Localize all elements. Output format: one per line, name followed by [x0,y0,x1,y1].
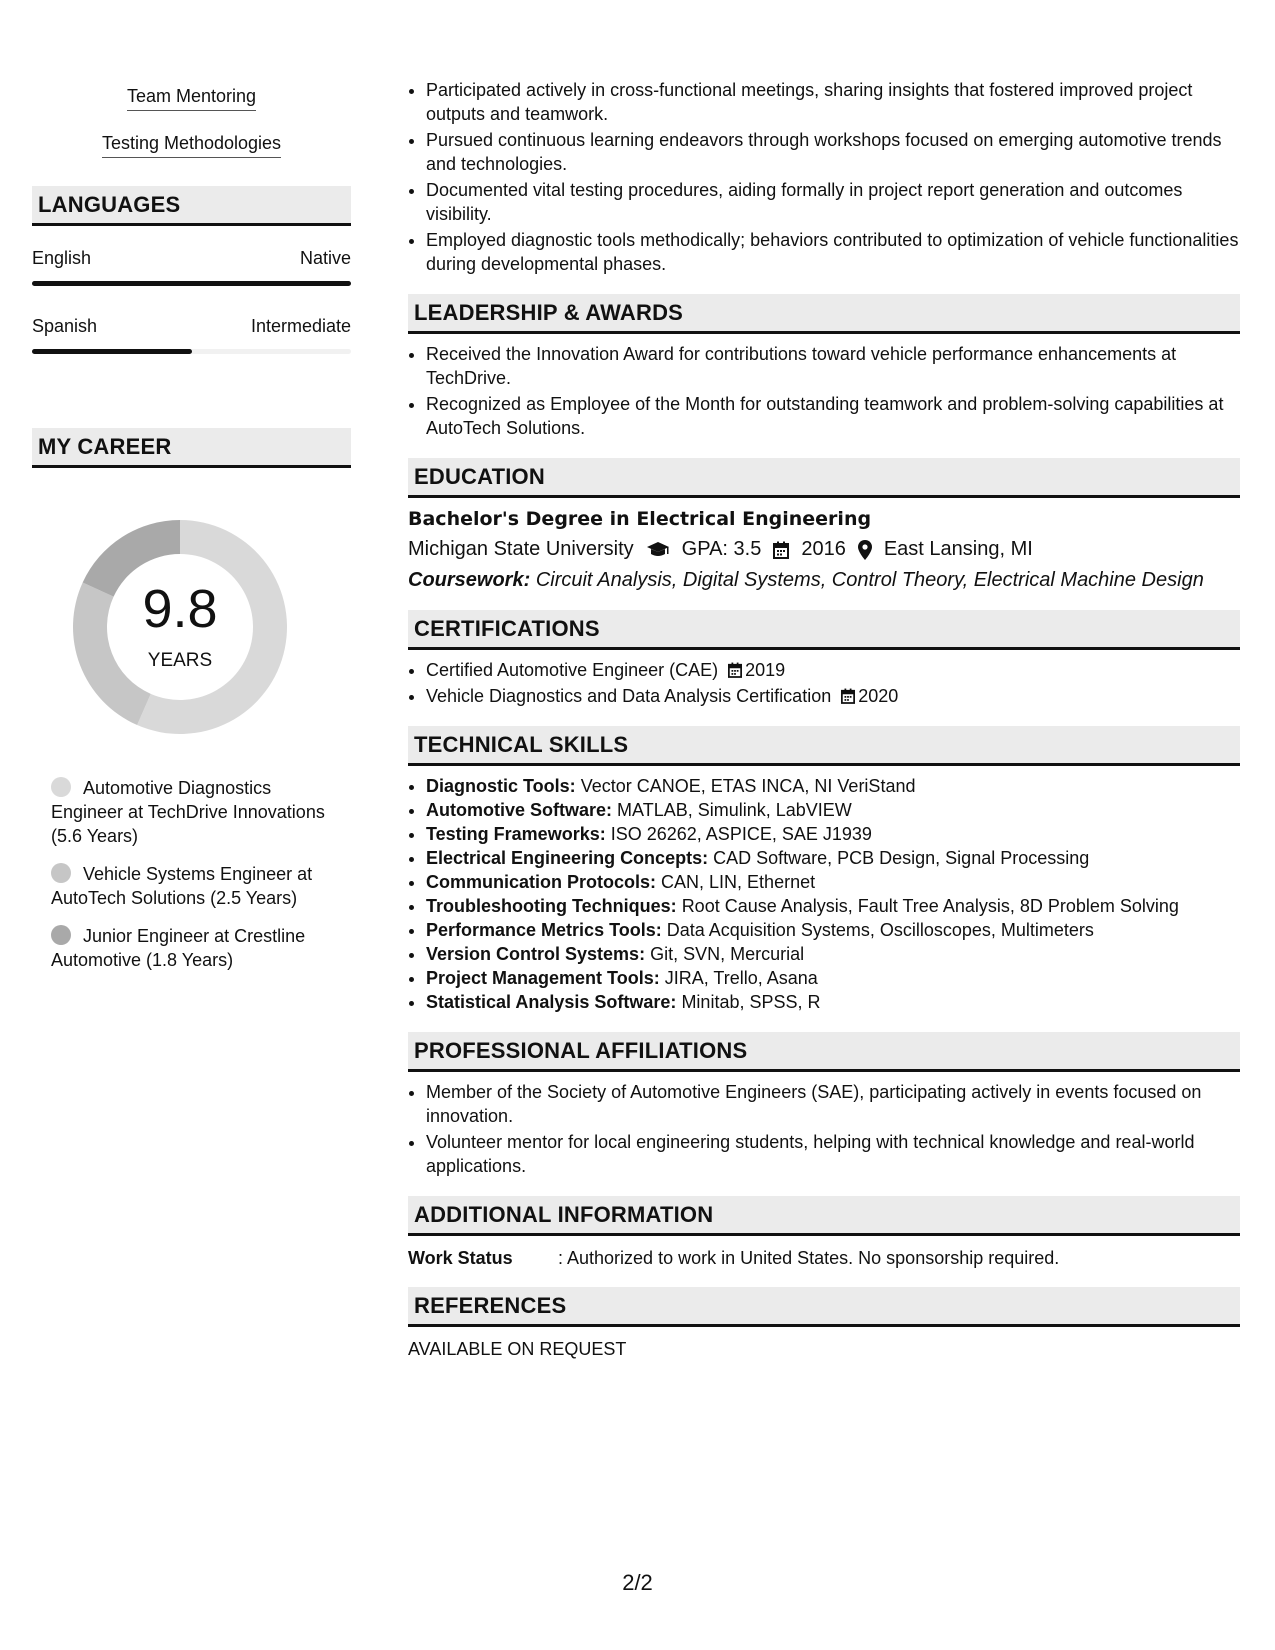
skill-category: Performance Metrics Tools: [426,920,662,940]
skill-category: Communication Protocols: [426,872,657,892]
skill-values: CAN, LIN, Ethernet [661,872,816,892]
technical-skills-heading: TECHNICAL SKILLS [408,726,1240,766]
language-name: Spanish [32,316,98,336]
certification-date [841,686,898,706]
certification-name: Vehicle Diagnostics and Data Analysis Certification [426,686,832,706]
language-proficiency-bar [32,281,351,286]
language-proficiency-fill [32,281,351,286]
skill-values: CAD Software, PCB Design, Signal Processing [713,848,1090,868]
career-legend-label: Junior Engineer at Crestline Automotive (1.8 Years) [51,926,306,970]
education-details [408,538,1240,561]
skill-category: Diagnostic Tools: [426,776,576,796]
affiliation-item: • Volunteer mentor for local engineering students, helping with technical knowledge and real-world applications. [426,1130,1240,1178]
work-status-row [408,1248,1240,1269]
skill-values: Vector CANOE, ETAS INCA, NI VeriStand [580,776,916,796]
references-text: AVAILABLE ON REQUEST [408,1339,627,1359]
language-level: Intermediate [250,316,351,336]
skill-values: ISO 26262, ASPICE, SAE J1939 [610,824,872,844]
calendar-icon [773,541,789,559]
leadership-heading: LEADERSHIP & AWARDS [408,294,1240,334]
language-row [32,316,351,337]
award-item: • Recognized as Employee of the Month for outstanding teamwork and problem-solving capabilities at AutoTech Solutions. [426,392,1240,440]
right-column [408,78,1240,1360]
language-proficiency-bar [32,349,351,354]
certification-item [426,684,1240,708]
career-total-years: 9.8 [142,579,218,639]
coursework [408,569,1240,592]
technical-skill-item [426,942,1240,966]
languages-list [32,248,351,354]
left-column [32,86,351,986]
technical-skills-list [408,774,1240,1014]
certification-name: Certified Automotive Engineer (CAE) [426,660,719,680]
skill-category: Testing Frameworks: [426,824,606,844]
skill-values: JIRA, Trello, Asana [664,968,818,988]
additional-info-heading: ADDITIONAL INFORMATION [408,1196,1240,1236]
certification-date [728,660,785,680]
career-legend-item [51,776,341,848]
career-legend-item [51,924,341,972]
coursework-list: Circuit Analysis, Digital Systems, Control Theory, Electrical Machine Design [535,569,1204,591]
certification-year: 2019 [745,660,786,680]
technical-skill-item [426,966,1240,990]
technical-skill-item [426,918,1240,942]
affiliations-list [408,1080,1240,1178]
skill-values: Root Cause Analysis, Fault Tree Analysis, 8D Problem Solving [681,896,1179,916]
school-location: East Lansing, MI [883,538,1033,560]
education-heading: EDUCATION [408,458,1240,498]
work-status-value: : Authorized to work in United States. No sponsorship required. [558,1248,1060,1268]
degree-title: Bachelor's Degree in Electrical Engineering [408,508,872,530]
skill-tag: Team Mentoring [32,86,351,111]
language-name: English [32,248,92,268]
leadership-list [408,342,1240,440]
career-legend [51,776,341,972]
technical-skill-item [426,894,1240,918]
skill-values: Minitab, SPSS, R [681,992,821,1012]
legend-dot [51,777,71,797]
career-donut-chart [65,512,295,742]
career-years-label: YEARS [147,650,213,671]
career-heading: MY CAREER [32,428,351,468]
career-legend-label: Vehicle Systems Engineer at AutoTech Solutions (2.5 Years) [51,864,313,908]
technical-skill-item [426,870,1240,894]
skill-values: Git, SVN, Mercurial [650,944,805,964]
work-status-key: Work Status [408,1248,513,1268]
language-row [32,248,351,269]
skill-values: Data Acquisition Systems, Oscilloscopes, Multimeters [666,920,1094,940]
calendar-icon [728,662,742,678]
legend-dot [51,863,71,883]
legend-dot [51,925,71,945]
skill-category: Electrical Engineering Concepts: [426,848,709,868]
technical-skill-item [426,846,1240,870]
certification-year: 2020 [858,686,899,706]
skill-tag: Testing Methodologies [32,133,351,158]
technical-skill-item [426,798,1240,822]
experience-bullet: • Employed diagnostic tools methodically; behaviors contributed to optimization of vehicle functionalities during developmental phases. [426,228,1240,276]
skill-category: Troubleshooting Techniques: [426,896,677,916]
calendar-icon [841,688,855,704]
coursework-label: Coursework: [408,569,531,591]
career-legend-item [51,862,341,910]
certifications-heading: CERTIFICATIONS [408,610,1240,650]
language-level: Native [299,248,351,268]
graduation-year: 2016 [801,538,846,560]
skill-category: Statistical Analysis Software: [426,992,677,1012]
page-number: 2/2 [622,1570,653,1595]
award-item: • Received the Innovation Award for contributions toward vehicle performance enhancements at TechDrive. [426,342,1240,390]
experience-bullet: • Documented vital testing procedures, aiding formally in project report generation and outcomes visibility. [426,178,1240,226]
references-heading: REFERENCES [408,1287,1240,1327]
affiliation-item: • Member of the Society of Automotive Engineers (SAE), participating actively in events focused on innovation. [426,1080,1240,1128]
gpa: GPA: 3.5 [681,538,762,560]
technical-skill-item [426,990,1240,1014]
experience-bullet: • Pursued continuous learning endeavors through workshops focused on emerging automotive trends and technologies. [426,128,1240,176]
technical-skill-item [426,822,1240,846]
graduation-cap-icon [646,541,670,559]
career-legend-label: Automotive Diagnostics Engineer at TechDrive Innovations (5.6 Years) [51,778,325,846]
skill-category: Automotive Software: [426,800,613,820]
location-pin-icon [858,540,872,560]
language-proficiency-fill [32,349,192,354]
experience-bullets [408,78,1240,276]
skill-category: Version Control Systems: [426,944,646,964]
languages-heading: LANGUAGES [32,186,351,226]
skill-category: Project Management Tools: [426,968,660,988]
skill-values: MATLAB, Simulink, LabVIEW [617,800,852,820]
certifications-list [408,658,1240,708]
experience-bullet: • Participated actively in cross-functional meetings, sharing insights that fostered improved project outputs and teamwork. [426,78,1240,126]
technical-skill-item [426,774,1240,798]
affiliations-heading: PROFESSIONAL AFFILIATIONS [408,1032,1240,1072]
certification-item [426,658,1240,682]
school-name: Michigan State University [408,538,634,560]
